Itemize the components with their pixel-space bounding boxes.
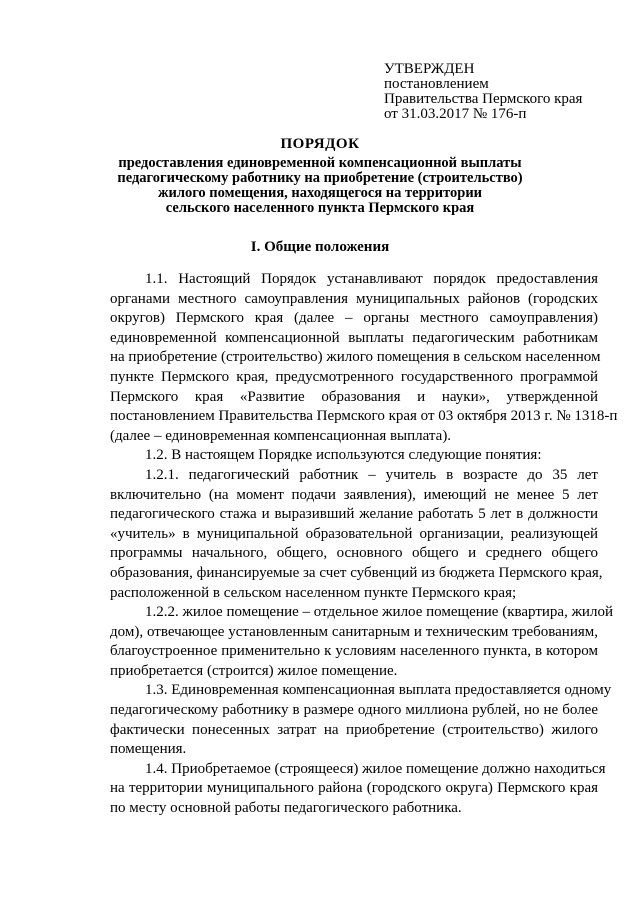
document-subtitle	[0, 156, 640, 216]
text-line: на территории муниципального района (городского округа) Пермского края	[110, 780, 598, 797]
paragraph-1-1	[110, 270, 618, 446]
text-line: 1.4. Приобретаемое (строящееся) жилое помещение должно находиться	[145, 760, 606, 777]
document-body	[110, 270, 618, 819]
paragraph-1-2-1	[110, 466, 603, 603]
text-line: 1.1. Настоящий Порядок устанавливают порядок предоставления	[145, 271, 598, 287]
text-line: «учитель» в муниципальной образовательной организации, реализующей	[110, 525, 598, 542]
approval-line: от 31.03.2017 № 176-п	[384, 106, 527, 122]
text-line: включительно (на момент подачи заявления), имеющий не менее 5 лет	[110, 486, 598, 503]
text-line: 1.2.1. педагогический работник – учитель в возрасте до 35 лет	[145, 466, 598, 483]
text-line: по месту основной работы педагогического работника.	[110, 800, 462, 817]
text-line: педагогическому работнику в размере одного миллиона рублей, но не более	[110, 702, 598, 719]
subtitle-line: предоставления единовременной компенсационной выплаты	[118, 155, 522, 171]
text-line: 1.3. Единовременная компенсационная выплата предоставляется одному	[145, 682, 612, 699]
text-line: дом), отвечающее установленным санитарным и техническим требованиям,	[110, 623, 598, 640]
paragraph-1-2	[110, 446, 598, 466]
text-line: образования, финансируемые за счет субвенций из бюджета Пермского края,	[110, 564, 603, 581]
paragraph-1-4	[110, 760, 606, 819]
subtitle-line: жилого помещения, находящегося на территории	[157, 185, 483, 201]
paragraph-1-2-2	[110, 603, 613, 681]
text-line: программы начального, общего, основного общего и среднего общего	[110, 545, 598, 562]
subtitle-line: педагогическому работнику на приобретение (строительство)	[117, 170, 523, 186]
text-line: помещения.	[110, 741, 187, 758]
approval-line: Правительства Пермского края	[384, 91, 583, 107]
text-line: постановлением Правительства Пермского края от 03 октября 2013 г. № 1318-п	[110, 408, 618, 425]
text-line: приобретается (строится) жилое помещение.	[110, 662, 398, 679]
text-line: благоустроенное применительно к условиям населенного пункта, в котором	[110, 643, 598, 660]
text-line: пункте Пермского края, предусмотренного государственного программой	[110, 368, 598, 385]
approval-line: постановлением	[384, 76, 489, 92]
text-line: органами местного самоуправления муниципальных районов (городских	[110, 290, 598, 307]
text-line: округов) Пермского края (далее – органы местного самоуправления)	[110, 310, 598, 327]
paragraph-1-3	[110, 681, 612, 759]
text-line: 1.2. В настоящем Порядке используются следующие понятия:	[145, 447, 542, 464]
text-line: педагогического стажа и выразивший желание работать 5 лет в должности	[110, 506, 598, 523]
text-line: (далее – единовременная компенсационная выплата).	[110, 427, 452, 444]
section-heading: I. Общие положения	[250, 239, 390, 255]
approval-stamp	[384, 62, 582, 122]
text-line: фактически понесенных затрат на приобретение (строительство) жилого	[110, 721, 598, 738]
text-line: расположенной в сельском населенном пункте Пермского края;	[110, 584, 517, 601]
approval-line: УТВЕРЖДЕН	[384, 61, 475, 77]
text-line: Пермского края «Развитие образования и науки», утвержденной	[110, 388, 598, 405]
subtitle-line: сельского населенного пункта Пермского края	[165, 200, 475, 216]
text-line: единовременной компенсационной выплаты педагогическим работникам	[110, 329, 598, 346]
text-line: 1.2.2. жилое помещение – отдельное жилое помещение (квартира, жилой	[145, 604, 613, 621]
document-title: ПОРЯДОК	[280, 136, 360, 152]
text-line: на приобретение (строительство) жилого помещения в сельском населенном	[110, 349, 601, 366]
